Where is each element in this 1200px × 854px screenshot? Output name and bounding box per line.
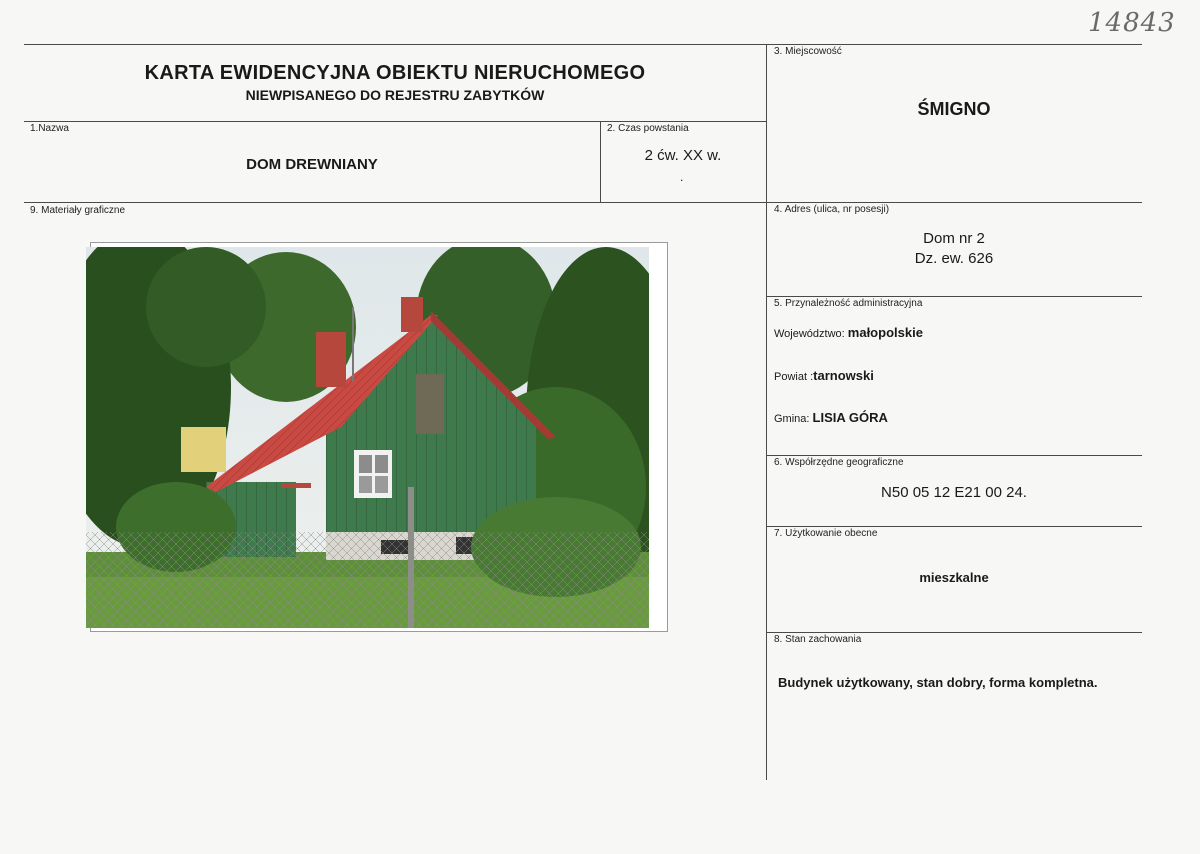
card-title: KARTA EWIDENCYJNA OBIEKTU NIERUCHOMEGO <box>144 62 646 84</box>
address-label: 4. Adres (ulica, nr posesji) <box>774 204 890 215</box>
card-subtitle: NIEWPISANEGO DO REJESTRU ZABYTKÓW <box>245 87 545 103</box>
commune-value: LISIA GÓRA <box>812 410 888 425</box>
date-label: 2. Czas powstania <box>607 123 689 134</box>
rule-coords-bottom <box>766 526 1142 527</box>
main-divider <box>766 44 767 780</box>
condition-value: Budynek użytkowany, stan dobry, forma kompletna. <box>778 675 1098 690</box>
date-value: 2 ćw. XX w. <box>644 147 722 164</box>
voivodeship-label: Województwo: <box>774 328 845 340</box>
coords-label: 6. Współrzędne geograficzne <box>774 457 904 468</box>
house-photo <box>86 247 649 628</box>
rule-title-bottom <box>24 121 766 122</box>
county-row <box>774 368 874 383</box>
use-value: mieszkalne <box>919 570 989 585</box>
handwritten-number: 14843 <box>1088 8 1176 38</box>
address-line1: Dom nr 2 <box>923 230 985 247</box>
top-rule <box>24 44 1142 45</box>
address-line2: Dz. ew. 626 <box>914 250 994 267</box>
name-value: DOM DREWNIANY <box>246 156 378 173</box>
condition-label: 8. Stan zachowania <box>774 634 862 645</box>
voivodeship-row <box>774 325 923 340</box>
name-label: 1.Nazwa <box>30 123 69 134</box>
county-label: Powiat : <box>774 371 814 383</box>
voivodeship-value: małopolskie <box>847 325 923 340</box>
rule-address-bottom <box>766 296 1142 297</box>
rule-use-bottom <box>766 632 1142 633</box>
commune-row <box>774 410 888 425</box>
date-mark: . <box>680 170 684 184</box>
use-label: 7. Użytkowanie obecne <box>774 528 878 539</box>
commune-label: Gmina: <box>774 413 810 425</box>
graphics-label: 9. Materiały graficzne <box>30 205 126 216</box>
locality-value: ŚMIGNO <box>917 99 991 119</box>
rule-admin-bottom <box>766 455 1142 456</box>
coords-value: N50 05 12 E21 00 24. <box>881 484 1027 501</box>
county-value: tarnowski <box>813 368 874 383</box>
admin-label: 5. Przynależność administracyjna <box>774 298 923 309</box>
rule-row2-bottom <box>24 202 1142 203</box>
locality-label: 3. Miejscowość <box>774 46 842 57</box>
